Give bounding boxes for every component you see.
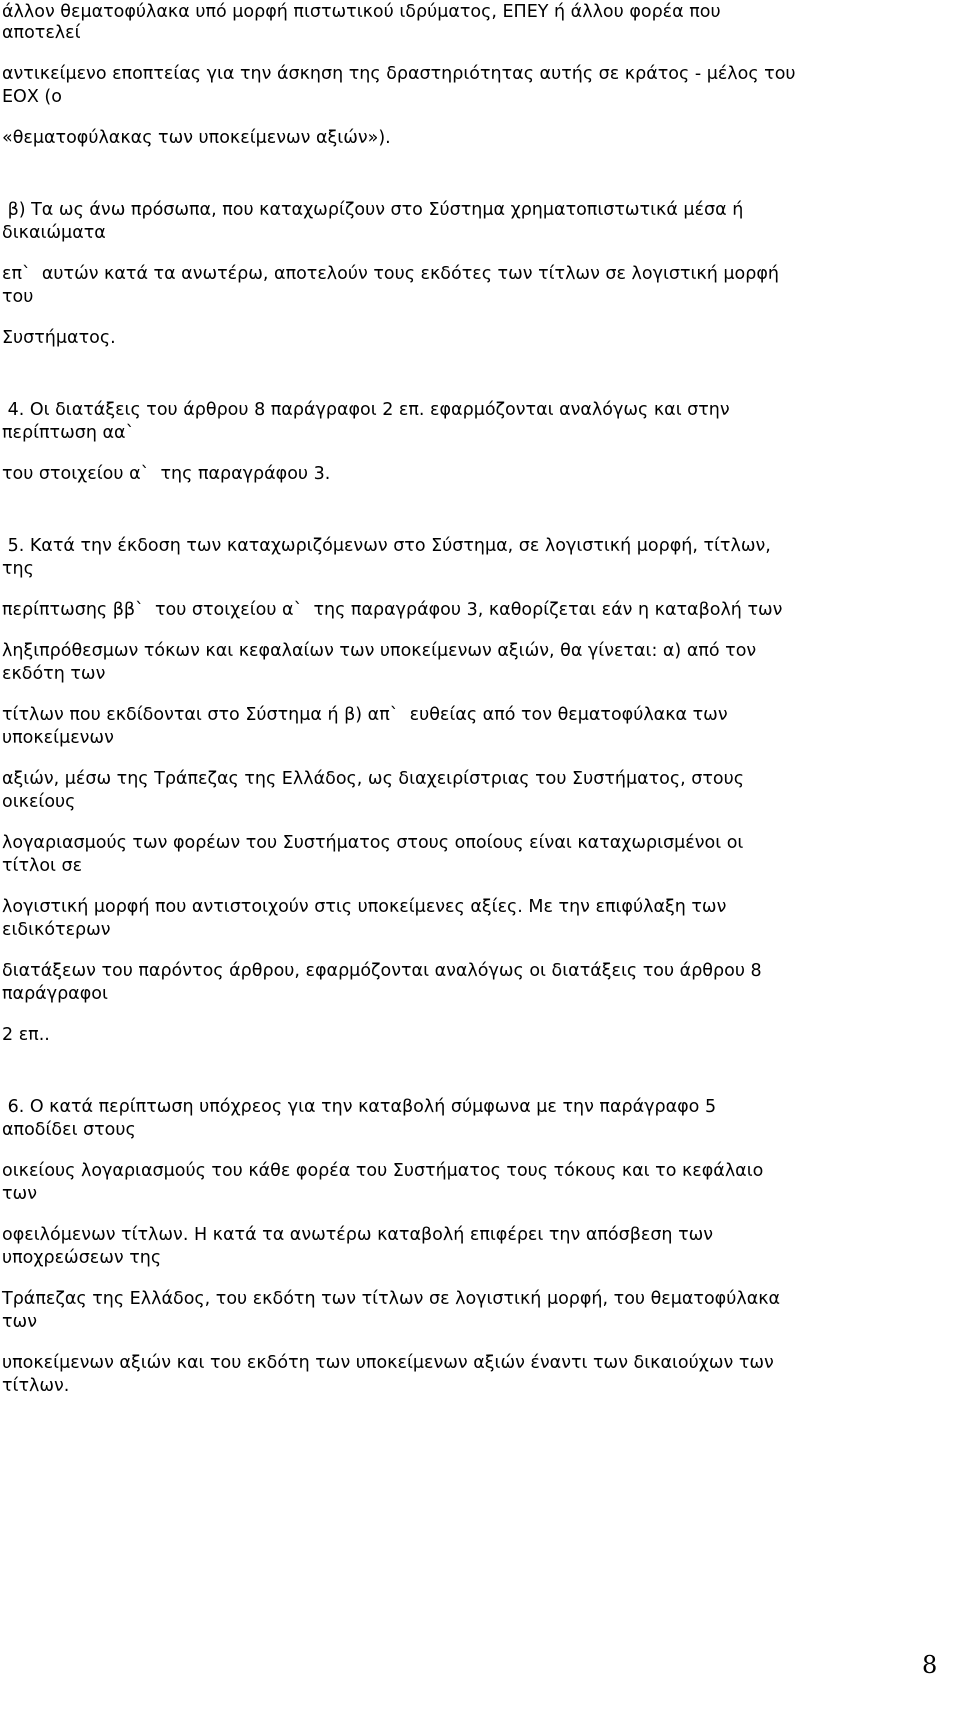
text-line: περίπτωσης ββ` του στοιχείου α` της παραγράφου 3, καθορίζεται εάν η καταβολή των — [2, 600, 783, 620]
text-line: των — [2, 1312, 37, 1332]
text-line: αξιών, μέσω της Τράπεζας της Ελλάδος, ως διαχειρίστριας του Συστήματος, στους — [2, 769, 744, 789]
page-number: 8 — [922, 1651, 938, 1679]
text-line: δικαιώματα — [2, 223, 106, 243]
text-line: τίτλων που εκδίδονται στο Σύστημα ή β) απ` ευθείας από τον θεματοφύλακα των — [2, 705, 728, 725]
text-line: «θεματοφύλακας των υποκείμενων αξιών»). — [2, 128, 391, 148]
text-line: διατάξεων του παρόντος άρθρου, εφαρμόζονται αναλόγως οι διατάξεις του άρθρου 8 — [2, 961, 762, 981]
text-line: οικείους λογαριασμούς του κάθε φορέα του Συστήματος τους τόκους και το κεφάλαιο — [2, 1161, 764, 1181]
text-line: περίπτωση αα` — [2, 423, 135, 443]
text-line: 5. Κατά την έκδοση των καταχωριζόμενων στο Σύστημα, σε λογιστική μορφή, τίτλων, — [2, 536, 771, 556]
text-line: υποκείμενων — [2, 728, 114, 748]
text-line: αντικείμενο εποπτείας για την άσκηση της δραστηριότητας αυτής σε κράτος - μέλος του — [2, 64, 796, 84]
text-line: της — [2, 559, 34, 579]
text-line: λογαριασμούς των φορέων του Συστήματος στους οποίους είναι καταχωρισμένοι οι — [2, 833, 744, 853]
text-line: επ` αυτών κατά τα ανωτέρω, αποτελούν τους εκδότες των τίτλων σε λογιστική μορφή — [2, 264, 779, 284]
text-line: εκδότη των — [2, 664, 106, 684]
text-line: του — [2, 287, 34, 307]
text-line: β) Τα ως άνω πρόσωπα, που καταχωρίζουν στο Σύστημα χρηματοπιστωτικά μέσα ή — [2, 200, 744, 220]
text-line: Τράπεζας της Ελλάδος, του εκδότη των τίτλων σε λογιστική μορφή, του θεματοφύλακα — [2, 1289, 781, 1309]
text-line: 2 επ.. — [2, 1025, 50, 1045]
text-line: οικείους — [2, 792, 76, 812]
text-line: Συστήματος. — [2, 328, 116, 348]
text-line: λογιστική μορφή που αντιστοιχούν στις υποκείμενες αξίες. Με την επιφύλαξη των — [2, 897, 727, 917]
text-line: τίτλοι σε — [2, 856, 83, 876]
text-line: ειδικότερων — [2, 920, 111, 940]
text-line: των — [2, 1184, 37, 1204]
text-line: 4. Οι διατάξεις του άρθρου 8 παράγραφοι 2 επ. εφαρμόζονται αναλόγως και στην — [2, 400, 730, 420]
text-line: του στοιχείου α` της παραγράφου 3. — [2, 464, 331, 484]
text-line: παράγραφοι — [2, 984, 108, 1004]
text-line: υποκείμενων αξιών και του εκδότη των υποκείμενων αξιών έναντι των δικαιούχων των — [2, 1353, 774, 1373]
text-line: αποτελεί — [2, 23, 81, 43]
text-line: οφειλόμενων τίτλων. Η κατά τα ανωτέρω καταβολή επιφέρει την απόσβεση των — [2, 1225, 714, 1245]
text-line: υποχρεώσεων της — [2, 1248, 162, 1268]
text-line: τίτλων. — [2, 1376, 70, 1396]
text-line: άλλον θεματοφύλακα υπό μορφή πιστωτικού ιδρύματος, ΕΠΕΥ ή άλλου φορέα που — [2, 2, 721, 22]
text-line: ΕΟΧ (ο — [2, 87, 62, 107]
text-line: αποδίδει στους — [2, 1120, 136, 1140]
text-line: ληξιπρόθεσμων τόκων και κεφαλαίων των υποκείμενων αξιών, θα γίνεται: α) από τον — [2, 641, 757, 661]
text-line: 6. Ο κατά περίπτωση υπόχρεος για την καταβολή σύμφωνα με την παράγραφο 5 — [2, 1097, 717, 1117]
